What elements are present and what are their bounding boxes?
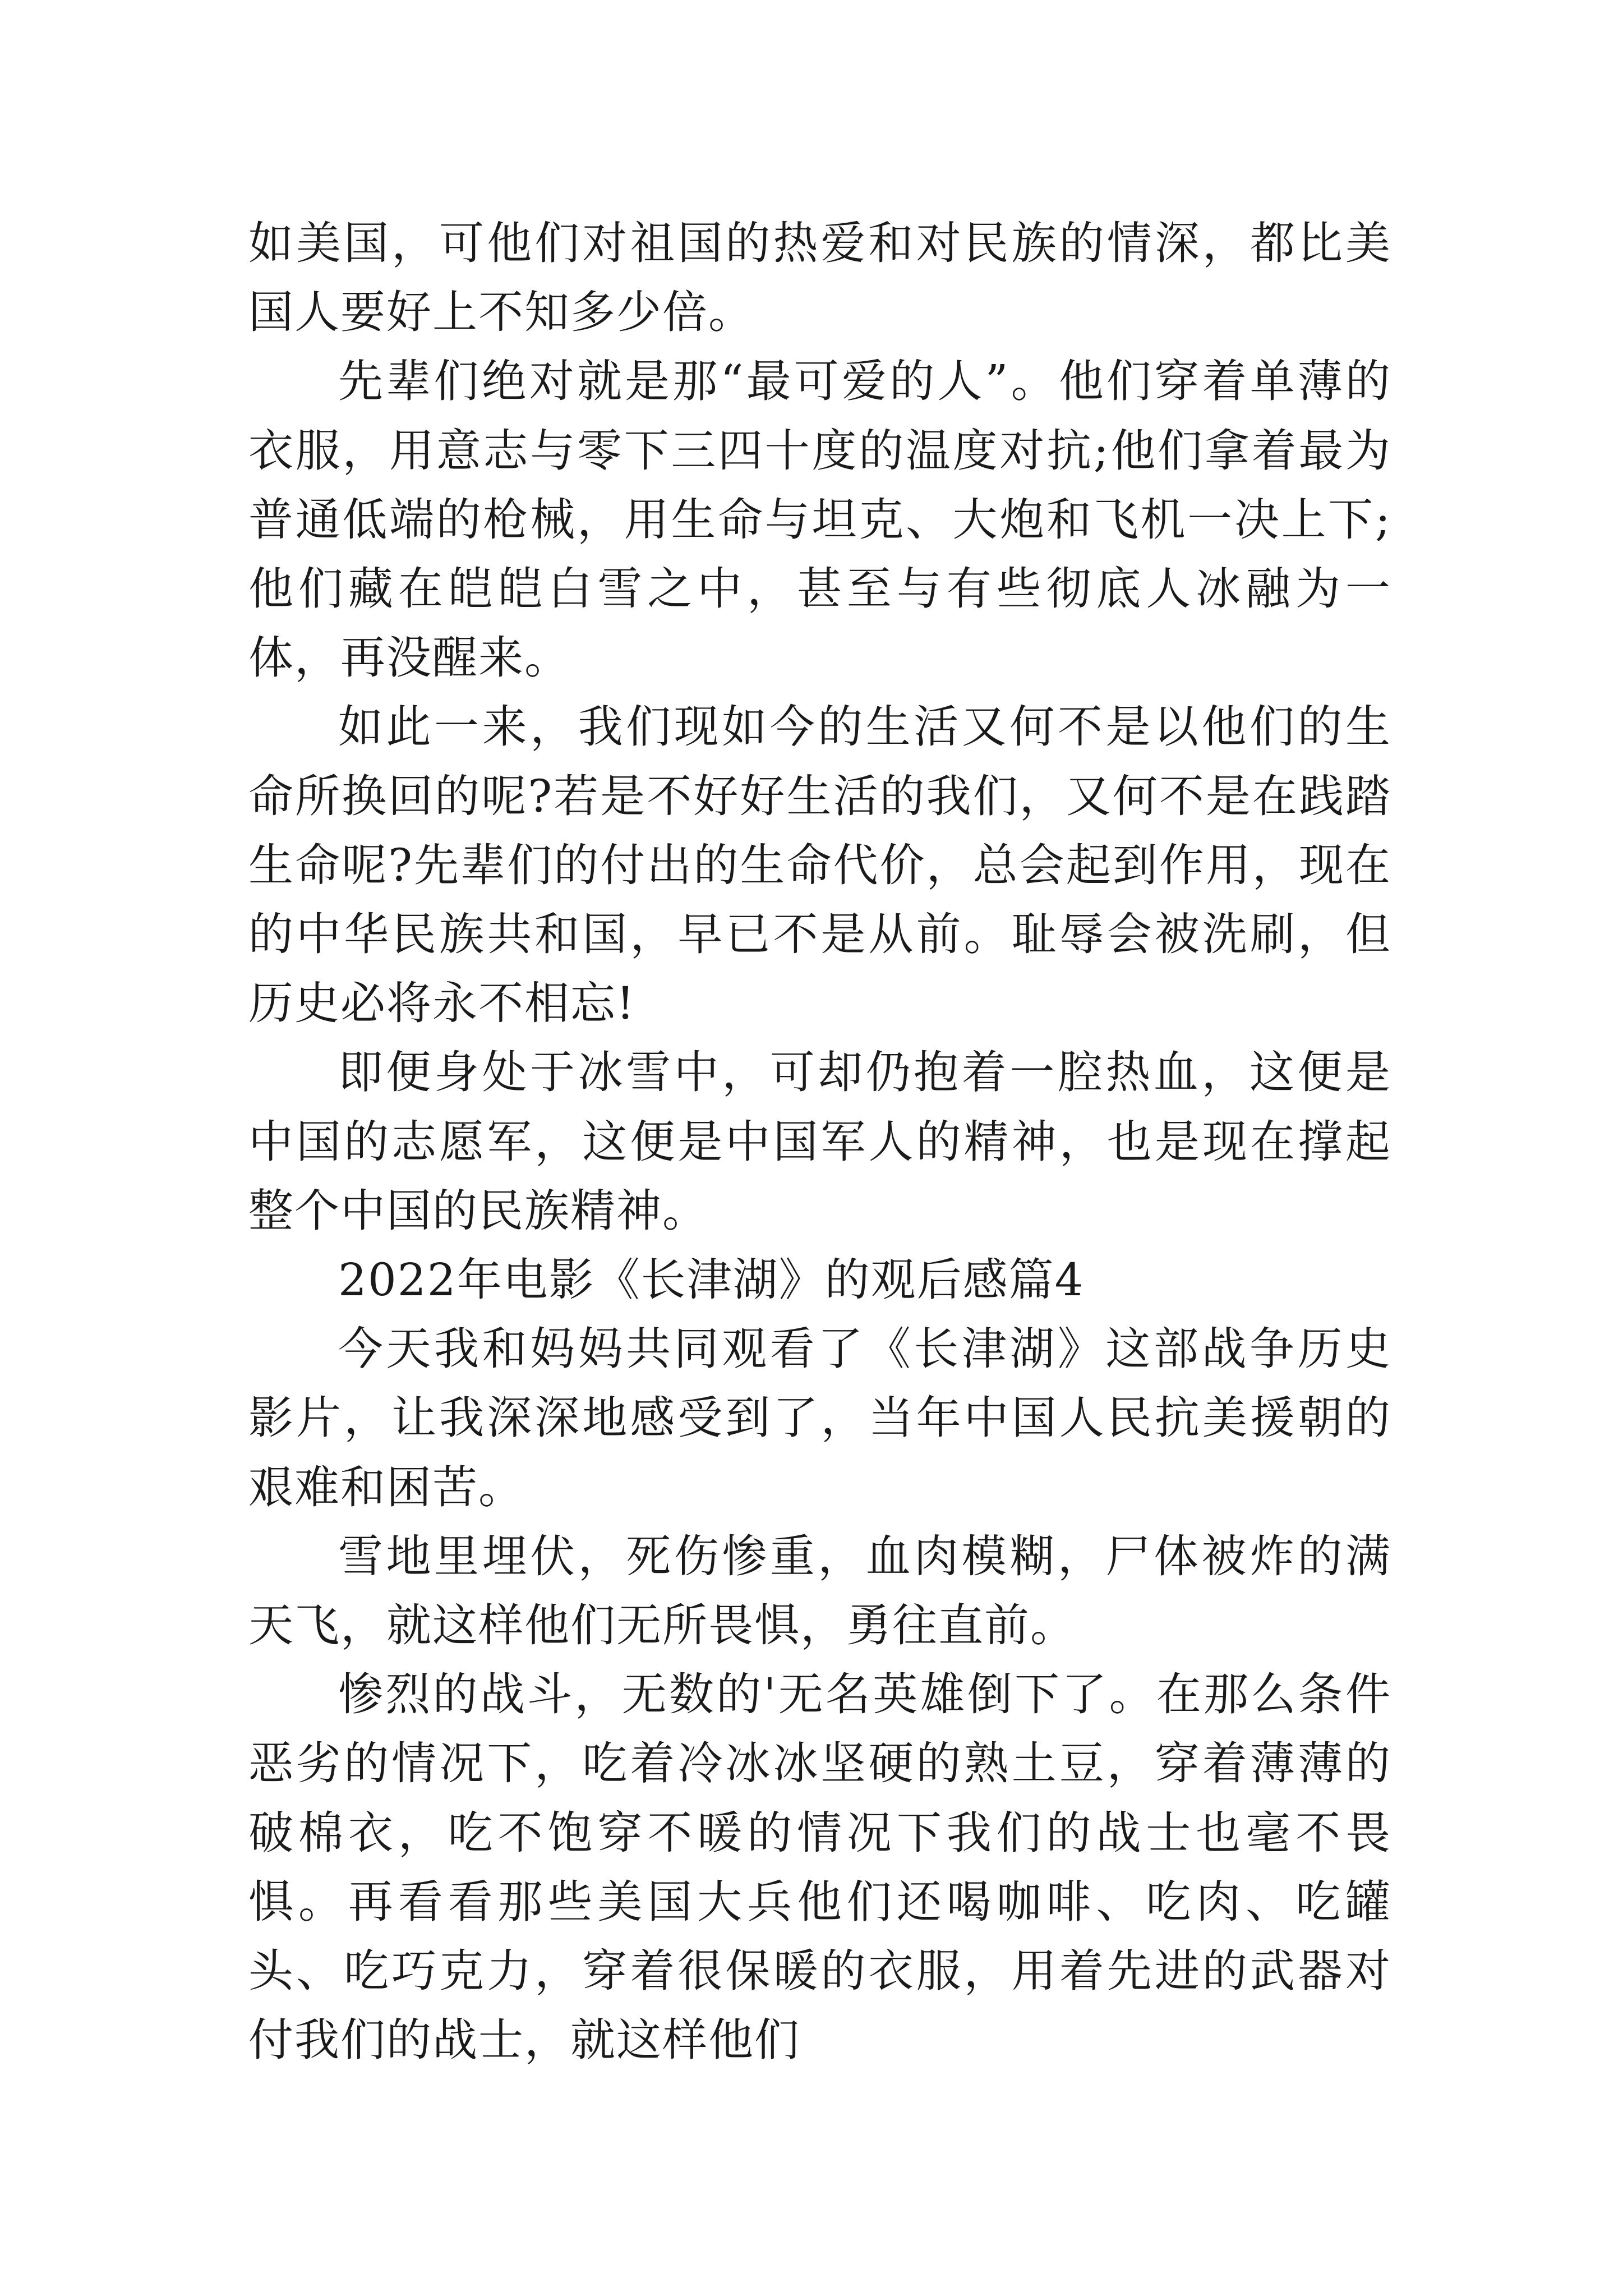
document-body	[248, 209, 1391, 2074]
section-heading: 2022年电影《长津湖》的观后感篇4	[338, 1254, 1085, 1306]
paragraph: 先辈们绝对就是那“最可爱的人”。他们穿着单薄的衣服，用意志与零下三四十度的温度对抗;他们拿着最为普通低端的枪械，用生命与坦克、大炮和飞机一决上下;他们藏在皑皑白雪之中，甚至与有些彻底人冰融为一体，再没醒来。	[248, 355, 1391, 684]
paragraph: 如美国，可他们对祖国的热爱和对民族的情深，都比美国人要好上不知多少倍。	[248, 217, 1391, 339]
paragraph: 今天我和妈妈共同观看了《长津湖》这部战争历史影片，让我深深地感受到了，当年中国人民抗美援朝的艰难和困苦。	[248, 1323, 1391, 1513]
paragraph: 雪地里埋伏，死伤惨重，血肉模糊，尸体被炸的满天飞，就这样他们无所畏惧，勇往直前。	[248, 1530, 1391, 1652]
paragraph: 即便身处于冰雪中，可却仍抱着一腔热血，这便是中国的志愿军，这便是中国军人的精神，也是现在撑起整个中国的民族精神。	[248, 1046, 1391, 1237]
paragraph: 惨烈的战斗，无数的'无名英雄倒下了。在那么条件恶劣的情况下，吃着冷冰冰坚硬的熟土豆，穿着薄薄的破棉衣，吃不饱穿不暖的情况下我们的战士也毫不畏惧。再看看那些美国大兵他们还喝咖啡、吃肉、吃罐头、吃巧克力，穿着很保暖的衣服，用着先进的武器对付我们的战士，就这样他们	[248, 1668, 1391, 2067]
paragraph: 如此一来，我们现如今的生活又何不是以他们的生命所换回的呢?若是不好好生活的我们，又何不是在践踏生命呢?先辈们的付出的生命代价，总会起到作用，现在的中华民族共和国，早已不是从前。耻辱会被洗刷，但历史必将永不相忘!	[248, 701, 1391, 1030]
